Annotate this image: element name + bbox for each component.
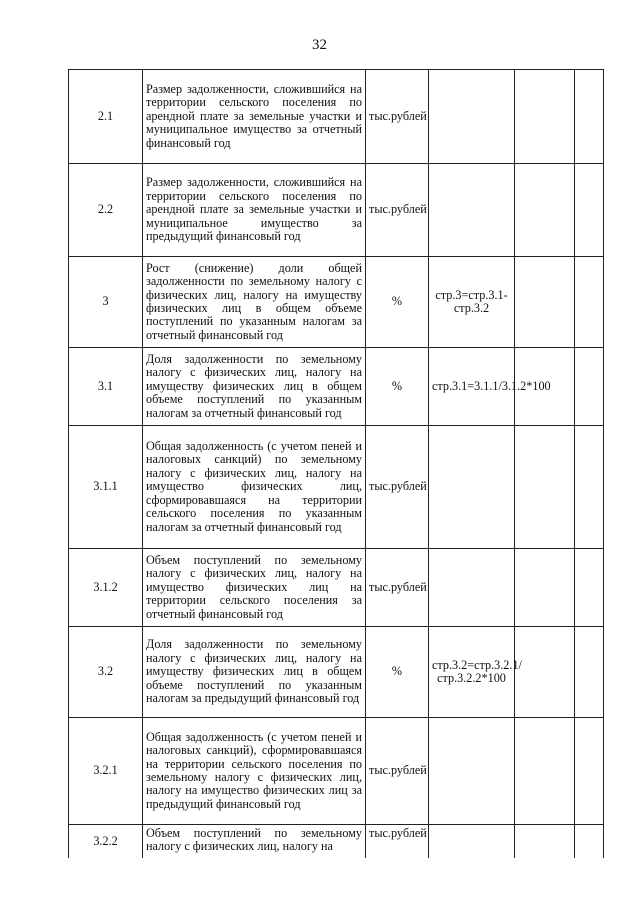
row-description: Доля задолженности по земельному налогу с физических лиц, налогу на имуществу физических лиц в общем объеме поступлений по указанным налогам за предыдущий финансовый год xyxy=(143,627,366,718)
row-value-cell xyxy=(515,718,575,825)
row-description: Размер задолженности, сложившийся на территории сельского поселения по арендной плате за земельные участки и муниципальное имущество за предыдущий финансовый год xyxy=(143,164,366,257)
row-number: 3 xyxy=(69,257,143,348)
row-formula xyxy=(429,549,515,627)
row-description: Размер задолженности, сложившийся на территории сельского поселения по арендной плате за земельные участки и муниципальное имущество за отчетный финансовый год xyxy=(143,70,366,164)
table-row xyxy=(69,549,604,627)
row-value-cell xyxy=(515,825,575,858)
row-extra-cell xyxy=(575,627,604,718)
indicators-table xyxy=(68,69,604,858)
row-value-cell xyxy=(515,627,575,718)
row-extra-cell xyxy=(575,825,604,858)
row-extra-cell xyxy=(575,718,604,825)
row-extra-cell xyxy=(575,426,604,549)
row-unit: тыс.рублей xyxy=(366,164,429,257)
table-row xyxy=(69,257,604,348)
row-unit: % xyxy=(366,348,429,426)
row-description: Общая задолженность (с учетом пеней и налоговых санкций), сформировавшаяся на территории сельского поселения по земельному налогу с физических лиц, налогу на имущество физических лиц за предыдущий финансовый год xyxy=(143,718,366,825)
row-unit: тыс.рублей xyxy=(366,718,429,825)
row-value-cell xyxy=(515,426,575,549)
row-description: Общая задолженность (с учетом пеней и налоговых санкций) по земельному налогу с физических лиц, налогу на имущество физических лиц, сформировавшаяся на территории сельского поселения по указанным налогам за отчетный финансовый год xyxy=(143,426,366,549)
row-number: 3.1.1 xyxy=(69,426,143,549)
row-extra-cell xyxy=(575,70,604,164)
row-number: 3.1.2 xyxy=(69,549,143,627)
row-number: 3.2.1 xyxy=(69,718,143,825)
table-row xyxy=(69,164,604,257)
row-extra-cell xyxy=(575,549,604,627)
table-row xyxy=(69,627,604,718)
row-number: 2.2 xyxy=(69,164,143,257)
row-unit: тыс.рублей xyxy=(366,549,429,627)
row-formula: стр.3.1=3.1.1/3.1.2*100 xyxy=(429,348,515,426)
row-value-cell xyxy=(515,257,575,348)
table-row xyxy=(69,426,604,549)
row-formula xyxy=(429,718,515,825)
row-value-cell xyxy=(515,549,575,627)
row-formula xyxy=(429,426,515,549)
row-formula: стр.3=стр.3.1-стр.3.2 xyxy=(429,257,515,348)
row-unit: тыс.рублей xyxy=(366,70,429,164)
row-description: Рост (снижение) доли общей задолженности по земельному налогу с физических лиц, налогу на имуществу физических лиц в общем объеме поступлений по указанным налогам за отчетный финансовый год xyxy=(143,257,366,348)
page-number: 32 xyxy=(312,37,327,53)
row-extra-cell xyxy=(575,164,604,257)
row-number: 3.2 xyxy=(69,627,143,718)
table-row xyxy=(69,348,604,426)
row-description: Доля задолженности по земельному налогу с физических лиц, налогу на имуществу физических лиц в общем объеме поступлений по указанным налогам за отчетный финансовый год xyxy=(143,348,366,426)
row-value-cell xyxy=(515,164,575,257)
row-unit: тыс.рублей xyxy=(366,426,429,549)
row-unit: тыс.рублей xyxy=(366,825,429,858)
table-row xyxy=(69,70,604,164)
row-formula xyxy=(429,164,515,257)
table-row xyxy=(69,718,604,825)
row-value-cell xyxy=(515,70,575,164)
row-unit: % xyxy=(366,627,429,718)
row-extra-cell xyxy=(575,348,604,426)
row-number: 3.2.2 xyxy=(69,825,143,858)
row-description: Объем поступлений по земельному налогу с физических лиц, налогу на имущество физических лиц на территории сельского поселения за отчетный финансовый год xyxy=(143,549,366,627)
row-description: Объем поступлений по земельному налогу с физических лиц, налогу на xyxy=(143,825,366,858)
row-formula xyxy=(429,70,515,164)
row-unit: % xyxy=(366,257,429,348)
table-row xyxy=(69,825,604,858)
row-extra-cell xyxy=(575,257,604,348)
row-formula: стр.3.2=стр.3.2.1/стр.3.2.2*100 xyxy=(429,627,515,718)
row-number: 2.1 xyxy=(69,70,143,164)
row-formula xyxy=(429,825,515,858)
row-number: 3.1 xyxy=(69,348,143,426)
